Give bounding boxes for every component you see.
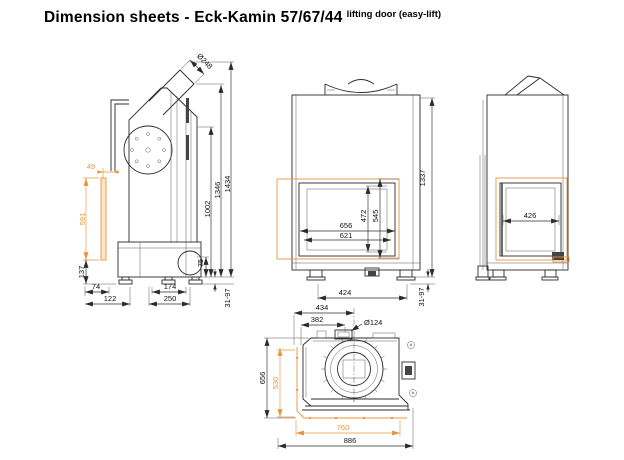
dim-depth-total: 656 — [258, 371, 267, 385]
title-sub: lifting door (easy-lift) — [346, 9, 442, 20]
dim-height-to-damper: 1002 — [203, 200, 212, 218]
dim-glass-width: 426 — [523, 211, 537, 220]
dim-flue-diameter: Ø248 — [195, 51, 215, 71]
dim-pipe-offset: 49 — [86, 162, 96, 171]
dim-base-depth-rear: 250 — [163, 294, 177, 303]
dim-flue-center-offset: 434 — [315, 303, 329, 312]
dim-glass-height-inner: 472 — [359, 209, 368, 223]
dim-air-diameter: Ø124 — [364, 318, 383, 327]
title-main: Dimension sheets - Eck-Kamin 57/67/44 — [44, 9, 343, 26]
dim-height-total: 1434 — [223, 175, 232, 193]
dim-glass-width-inner: 621 — [339, 231, 353, 240]
dim-glass-height-outer: 545 — [371, 209, 380, 223]
dim-width-total: 886 — [343, 436, 357, 445]
dim-foot-spacing: 424 — [338, 288, 352, 297]
dim-height-to-flue-base: 1346 — [213, 181, 222, 199]
dim-plinth-height: 137 — [77, 265, 86, 279]
view-top — [258, 303, 417, 449]
glass-edge-highlight — [101, 178, 106, 260]
dim-air-center-offset: 382 — [310, 315, 324, 324]
dim-inlet-height: 75 — [196, 258, 205, 268]
view-side-left — [77, 52, 234, 308]
dim-height-total: 1337 — [418, 169, 427, 187]
dim-frame-width: 760 — [336, 423, 350, 432]
dim-glass-width-outer: 656 — [339, 221, 353, 230]
mounting-frame-highlight — [297, 347, 407, 418]
dim-foot-spacing-rear: 174 — [163, 282, 177, 291]
bolt-holes — [131, 133, 166, 168]
dim-foot-adjust-range: 31-97 — [417, 287, 426, 307]
dim-foot-offset-front: 74 — [91, 282, 101, 291]
dim-glass-edge-height: 591 — [78, 212, 87, 226]
dim-frame-depth: 530 — [271, 376, 280, 390]
view-front — [277, 80, 435, 307]
feet — [119, 277, 202, 284]
dim-foot-adjust-range: 31-97 — [223, 288, 232, 308]
view-side-right — [476, 76, 569, 280]
glass-frame-highlight — [277, 179, 399, 259]
dim-base-depth-front: 122 — [103, 294, 117, 303]
